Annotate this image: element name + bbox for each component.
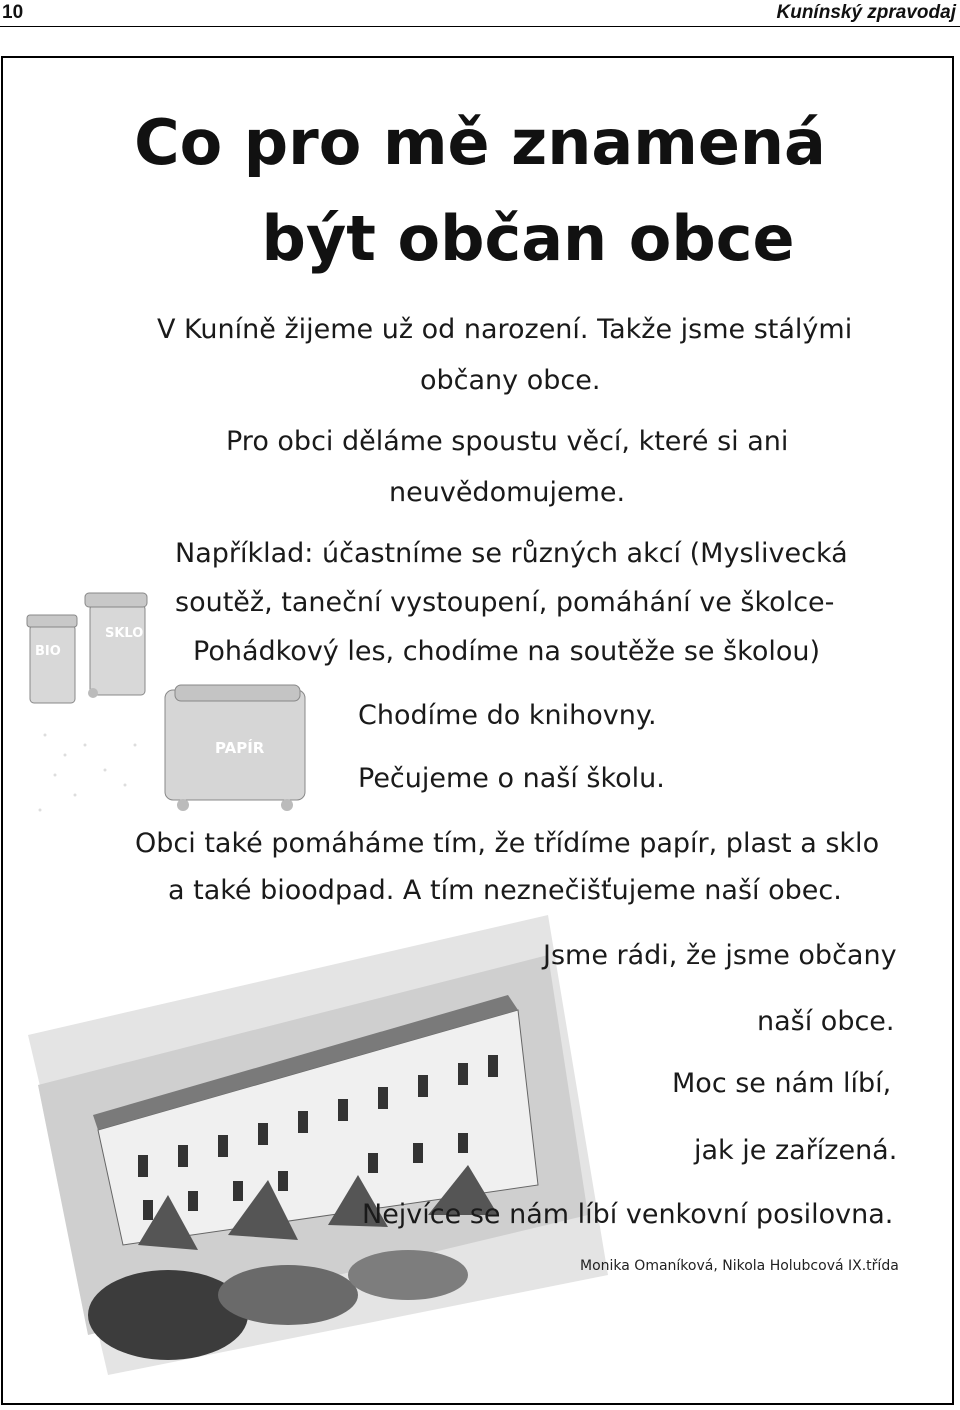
papir-container-icon (165, 685, 305, 811)
publication-title: Kunínský zpravodaj (776, 2, 956, 23)
text-line-5: Například: účastníme se různých akcí (Myslivecká (175, 538, 848, 569)
text-line-7: Pohádkový les, chodíme na soutěže se školou) (193, 636, 821, 667)
bio-label: BIO (35, 644, 61, 659)
text-line-15: jak je zařízená. (694, 1135, 898, 1166)
text-line-13: naší obce. (757, 1006, 895, 1037)
page-header (0, 0, 960, 30)
text-line-3: Pro obci děláme spoustu věcí, které si ani (226, 426, 789, 457)
text-line-1: V Kuníně žijeme už od narození. Takže jsme stálými (157, 314, 853, 345)
header-rule (0, 26, 960, 27)
text-line-14: Moc se nám líbí, (672, 1068, 892, 1099)
text-line-8: Chodíme do knihovny. (358, 700, 657, 731)
text-line-2: občany obce. (420, 365, 601, 396)
text-line-12: Jsme rádi, že jsme občany (543, 940, 897, 971)
author-credit: Monika Omaníková, Nikola Holubcová IX.třída (580, 1258, 899, 1274)
article-title-line-2: být občan obce (261, 202, 795, 275)
text-line-10: Obci také pomáháme tím, že třídíme papír, plast a sklo (135, 828, 880, 859)
text-line-16: Nejvíce se nám líbí venkovní posilovna. (362, 1199, 894, 1230)
text-line-6: soutěž, taneční vystoupení, pomáhání ve školce- (175, 587, 835, 618)
text-line-4: neuvědomujeme. (389, 477, 626, 508)
bio-bin-icon (27, 615, 77, 703)
sklo-label: SKLO (105, 626, 144, 641)
papir-label: PAPÍR (215, 739, 265, 757)
text-line-11: a také bioodpad. A tím neznečišťujeme naší obec. (168, 875, 842, 906)
page-number: 10 (2, 2, 24, 23)
text-line-9: Pečujeme o naší školu. (358, 763, 665, 794)
chateau-photo (28, 915, 608, 1375)
sklo-bin-icon (85, 593, 147, 698)
recycling-bins-illustration (25, 585, 325, 825)
article-title-line-1: Co pro mě znamená (134, 106, 826, 179)
